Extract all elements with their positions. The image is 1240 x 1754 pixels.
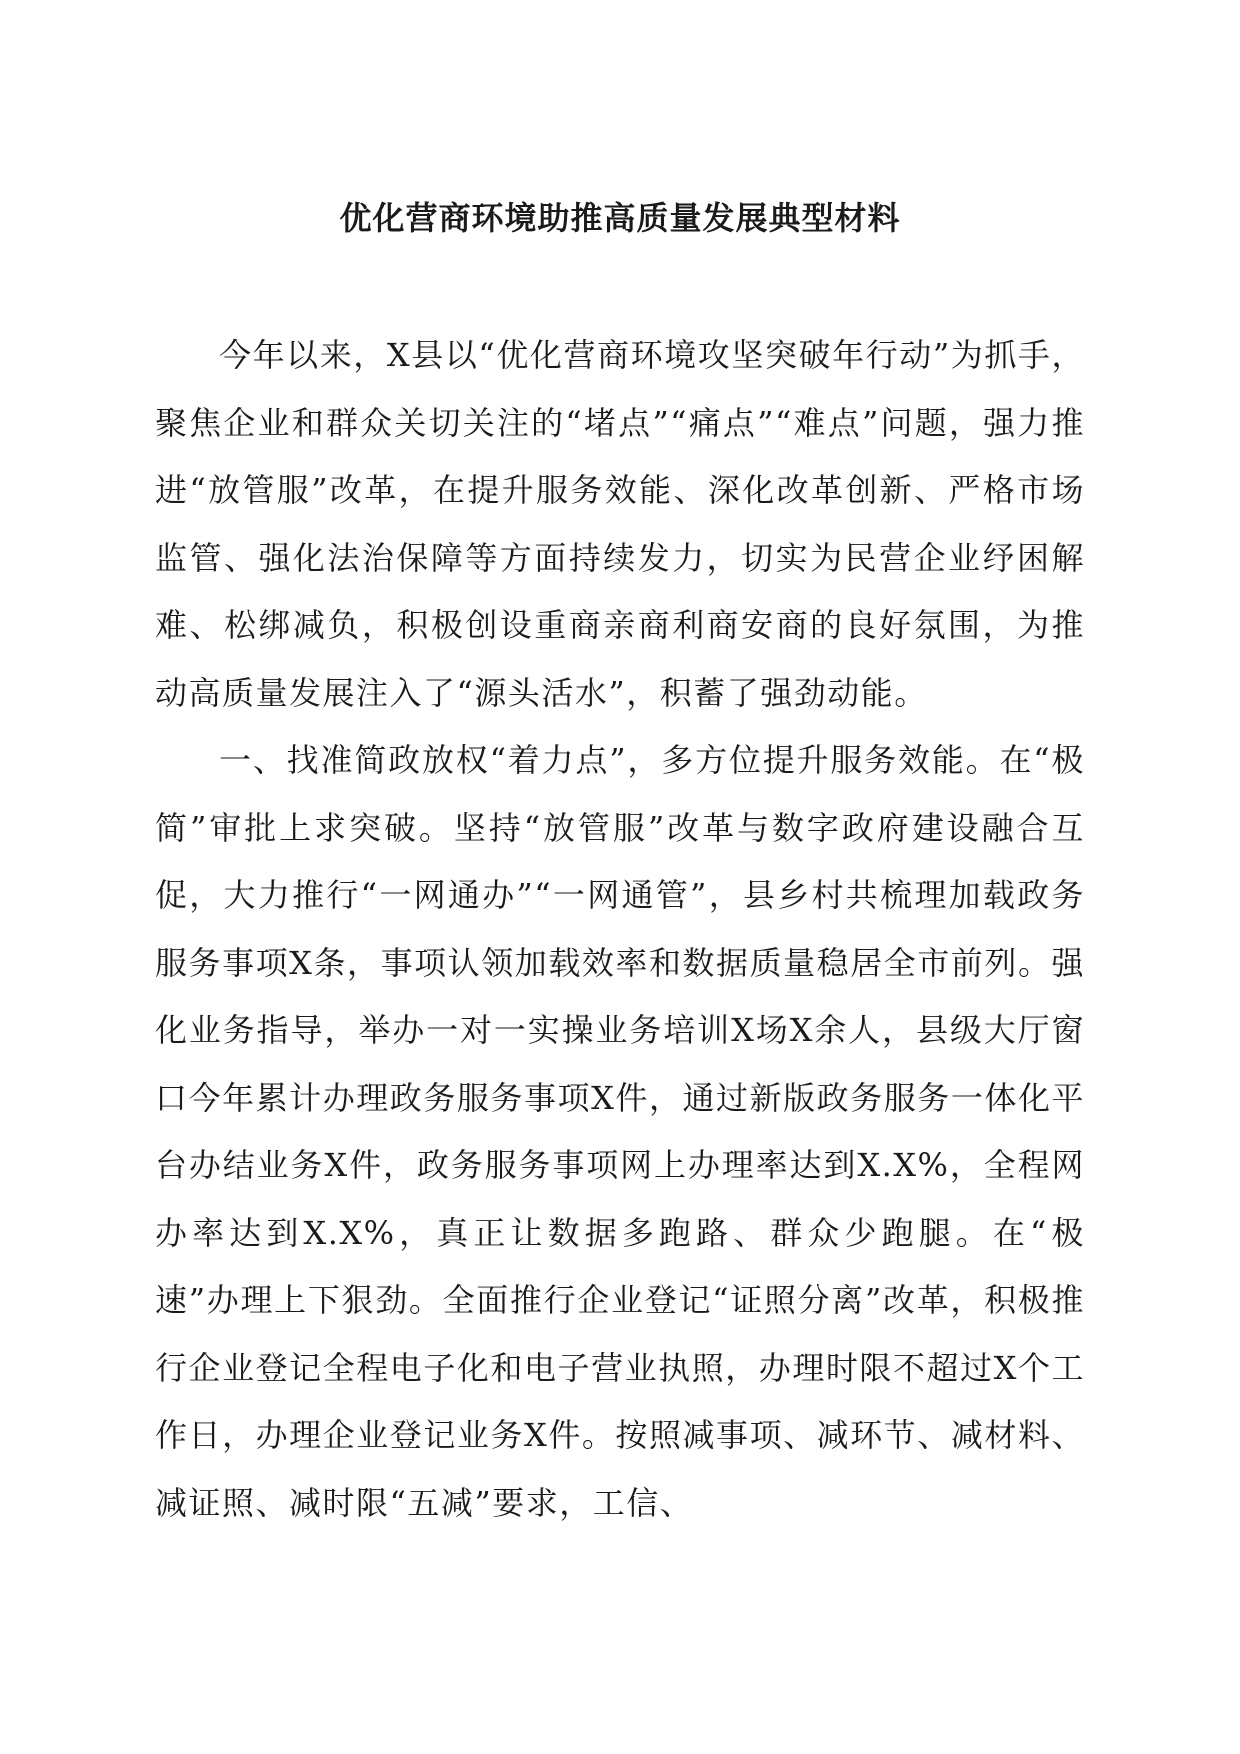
section-one-paragraph: 一、找准简政放权“着力点”，多方位提升服务效能。在“极简”审批上求突破。坚持“放管服”改革与数字政府建设融合互促，大力推行“一网通办”“一网通管”，县乡村共梳理加载政务服务事项X条，事项认领加载效率和数据质量稳居全市前列。强化业务指导，举办一对一实操业务培训X场X余人，县级大厅窗口今年累计办理政务服务事项X件，通过新版政务服务一体化平台办结业务X件，政务服务事项网上办理率达到X.X%，全程网办率达到X.X%，真正让数据多跑路、群众少跑腿。在“极速”办理上下狠劲。全面推行企业登记“证照分离”改革，积极推行企业登记全程电子化和电子营业执照，办理时限不超过X个工作日，办理企业登记业务X件。按照减事项、减环节、减材料、减证照、减时限“五减”要求，工信、 <box>155 741 1085 1522</box>
document-body <box>155 322 1085 1537</box>
intro-paragraph: 今年以来，X县以“优化营商环境攻坚突破年行动”为抓手，聚焦企业和群众关切关注的“堵点”“痛点”“难点”问题，强力推进“放管服”改革，在提升服务效能、深化改革创新、严格市场监管、强化法治保障等方面持续发力，切实为民营企业纾困解难、松绑减负，积极创设重商亲商利商安商的良好氛围，为推动高质量发展注入了“源头活水”，积蓄了强劲动能。 <box>155 336 1085 712</box>
document-title: 优化营商环境助推高质量发展典型材料 <box>339 199 901 237</box>
